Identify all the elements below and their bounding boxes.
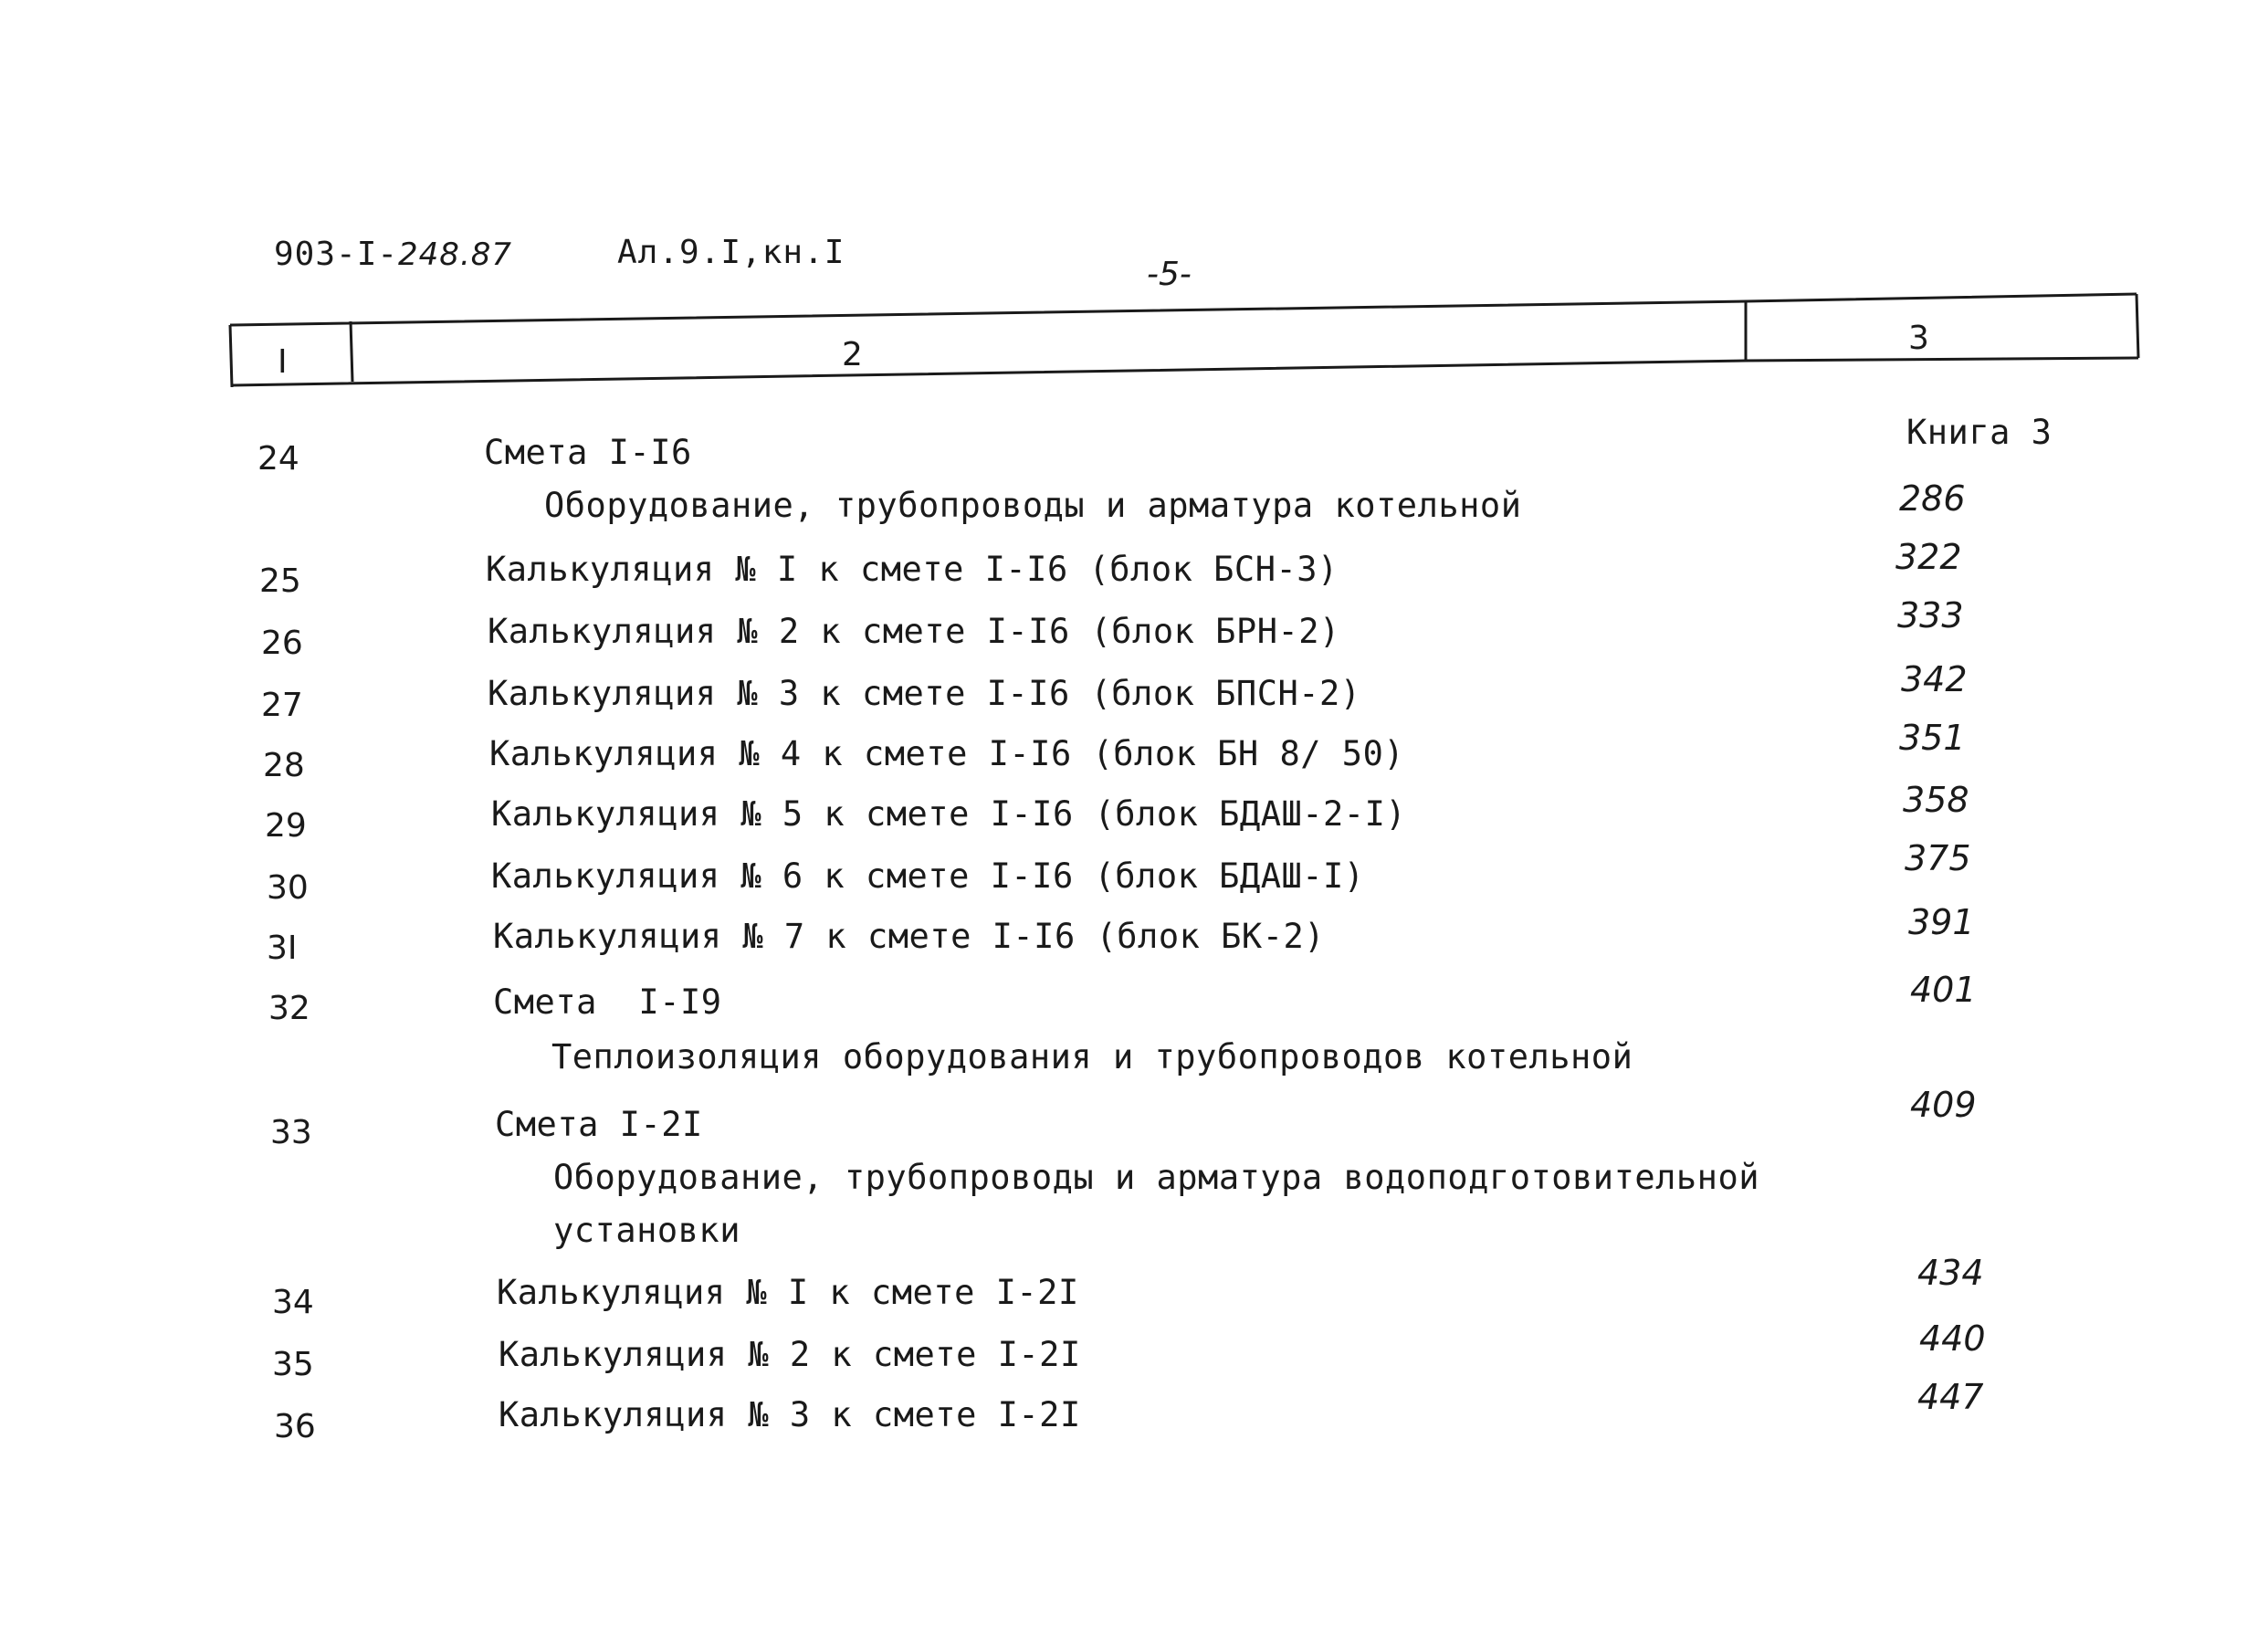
row-number: 36 xyxy=(274,1408,316,1445)
row-text: Калькуляция № 2 к смете I-I6 (блок БРН-2) xyxy=(488,612,1340,651)
row-number: 27 xyxy=(261,687,303,724)
row-text: Калькуляция № 3 к смете I-I6 (блок БПСН-2) xyxy=(488,674,1361,713)
row-page: 333 xyxy=(1897,595,1964,635)
row-text: Смета I-I9 xyxy=(493,982,722,1022)
row-page: 401 xyxy=(1910,970,1977,1010)
row-page: 375 xyxy=(1905,838,1971,878)
column-header-2: 2 xyxy=(842,336,863,373)
document-code-typed: 903-I- xyxy=(274,236,399,273)
column-header-3: 3 xyxy=(1908,320,1929,357)
row-page: 342 xyxy=(1901,659,1968,699)
row-number: 30 xyxy=(267,869,309,907)
row-text: Калькуляция № 5 к смете I-I6 (блок БДАШ-2-I) xyxy=(491,794,1407,834)
row-page: 434 xyxy=(1917,1253,1984,1293)
row-page: 447 xyxy=(1917,1377,1984,1417)
row-page: 440 xyxy=(1919,1318,1986,1359)
row-text: Калькуляция № I к смете I-I6 (блок БСН-3) xyxy=(486,550,1339,589)
row-page: 409 xyxy=(1910,1085,1977,1125)
row-text: Смета I-I6 xyxy=(484,433,692,472)
book-label: Книга 3 xyxy=(1906,413,2053,452)
row-number: 35 xyxy=(272,1346,314,1383)
row-text: Калькуляция № 4 к смете I-I6 (блок БН 8/ 50) xyxy=(489,734,1405,773)
row-number: 26 xyxy=(261,625,303,662)
row-page: 351 xyxy=(1899,718,1966,758)
row-number: 28 xyxy=(263,747,305,784)
row-text: Калькуляция № 7 к смете I-I6 (блок БК-2) xyxy=(493,917,1326,956)
row-text: Калькуляция № 2 к смете I-2I xyxy=(499,1335,1081,1374)
row-text: Оборудование, трубопроводы и арматура водоподготовительной xyxy=(553,1158,1760,1197)
row-text: Оборудование, трубопроводы и арматура котельной xyxy=(544,486,1522,525)
column-header-1: I xyxy=(278,343,288,381)
row-text: Теплоизоляция оборудования и трубопроводов котельной xyxy=(551,1037,1633,1077)
row-page: 391 xyxy=(1908,902,1975,942)
row-number: 3I xyxy=(267,930,298,967)
row-text: Калькуляция № 3 к смете I-2I xyxy=(499,1395,1081,1434)
album-reference: Ал.9.I,кн.I xyxy=(617,234,845,271)
row-number: 24 xyxy=(257,440,299,478)
page-number: -5- xyxy=(1147,256,1192,293)
row-number: 29 xyxy=(265,807,307,845)
row-number: 25 xyxy=(259,562,301,600)
row-page: 322 xyxy=(1895,537,1962,577)
row-text: Калькуляция № I к смете I-2I xyxy=(497,1273,1079,1312)
row-page: 286 xyxy=(1899,478,1966,519)
row-text: Калькуляция № 6 к смете I-I6 (блок БДАШ-I) xyxy=(491,856,1365,896)
row-text: Смета I-2I xyxy=(495,1105,703,1144)
document-code-handwritten: 248.87 xyxy=(398,236,513,273)
row-page: 358 xyxy=(1903,780,1969,820)
row-number: 34 xyxy=(272,1284,314,1321)
row-number: 33 xyxy=(270,1114,312,1151)
row-text: установки xyxy=(553,1211,740,1250)
row-number: 32 xyxy=(268,990,310,1027)
